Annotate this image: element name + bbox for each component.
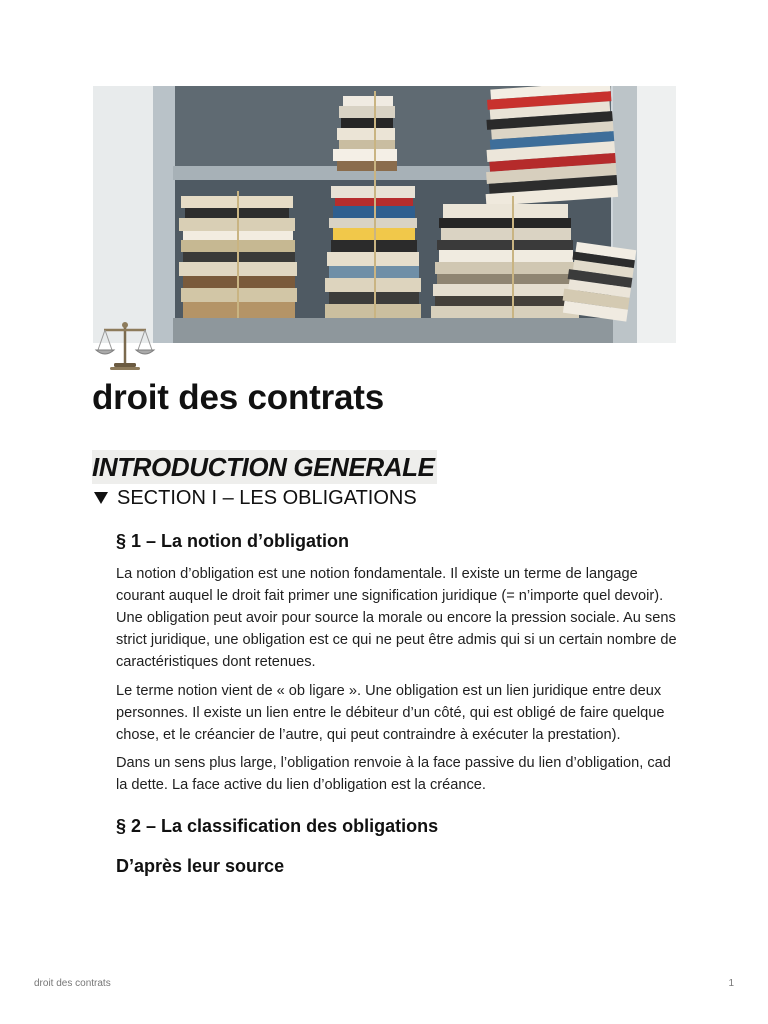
page-number: 1 xyxy=(728,978,734,989)
paragraph-1: La notion d’obligation est une notion fondamentale. Il existe un terme de langage courant auquel le droit fait primer une signification juridique (= n’importe quel devoir). Une obligation peut avoir pour source la morale ou encore la pression sociale. Au sens strict juridique, une obligation est ce qui ne peut être admis qui si un certain nombre de caractéristiques dont retenues. xyxy=(116,566,677,670)
paragraph-3: Dans un sens plus large, l’obligation renvoie à la face passive du lien d’obligation, cad la dette. La face active du lien d’obligation est la créance. xyxy=(116,755,671,793)
subsection-heading-1: § 1 – La notion d’obligation xyxy=(116,531,349,551)
section-toggle[interactable] xyxy=(92,484,417,512)
subsection-heading-2: § 2 – La classification des obligations xyxy=(116,816,439,836)
page-title: droit des contrats xyxy=(92,378,385,417)
balance-scale-icon xyxy=(94,318,156,374)
section-content xyxy=(116,528,682,879)
heading-introduction: INTRODUCTION GENERALE xyxy=(92,452,435,482)
section-toggle-label: SECTION I – LES OBLIGATIONS xyxy=(117,486,417,509)
paragraph-2: Le terme notion vient de « ob ligare ». Une obligation est un lien juridique entre deux personnes. Il existe un lien entre le débiteur d’un côté, qui est obligé de faire quelque chose, et le créancier de l’autre, qui peut contraindre à exécuter la prestation). xyxy=(116,683,665,743)
cover-image xyxy=(93,86,676,343)
subheading-source: D’après leur source xyxy=(116,856,285,876)
footer-title: droit des contrats xyxy=(34,978,111,989)
triangle-down-icon[interactable] xyxy=(92,489,110,507)
